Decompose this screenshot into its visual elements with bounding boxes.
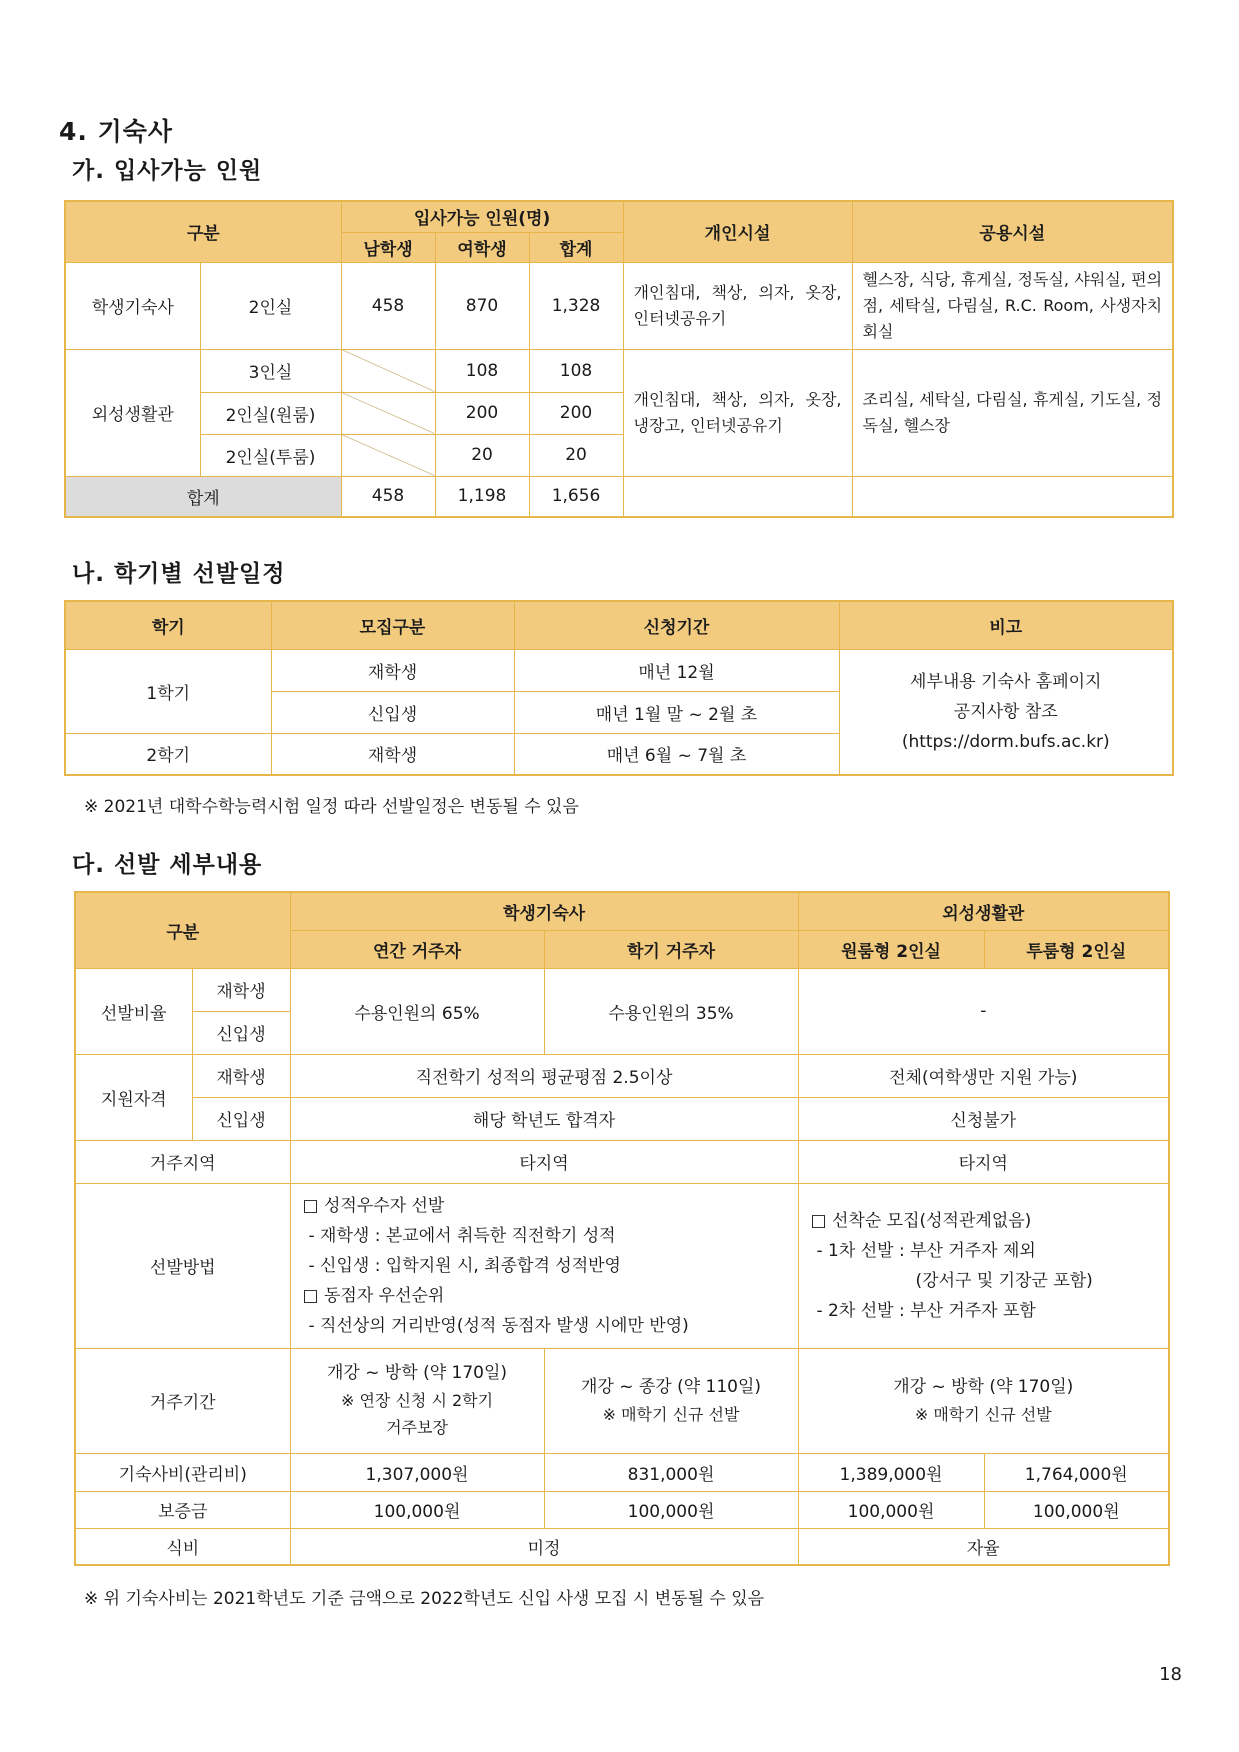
header-remark: 비고 bbox=[839, 601, 1173, 649]
qual-current-oesung: 전체(여학생만 지원 가능) bbox=[798, 1054, 1169, 1097]
room-type: 3인실 bbox=[200, 349, 341, 392]
selection-details-table bbox=[74, 891, 1170, 1566]
header-semester-resident: 학기 거주자 bbox=[544, 930, 798, 968]
method-dorm bbox=[290, 1183, 798, 1348]
dorm-name: 외성생활관 bbox=[65, 349, 200, 476]
room-type: 2인실(원룸) bbox=[200, 392, 341, 434]
capacity-table bbox=[64, 200, 1174, 518]
row-label-period: 거주기간 bbox=[75, 1348, 290, 1453]
sum-total: 1,656 bbox=[529, 476, 623, 517]
total-count: 108 bbox=[529, 349, 623, 392]
deposit-semester: 100,000원 bbox=[544, 1491, 798, 1528]
row-label-method: 선발방법 bbox=[75, 1183, 290, 1348]
row-label-region: 거주지역 bbox=[75, 1140, 290, 1183]
method-oesung bbox=[798, 1183, 1169, 1348]
qual-new-dorm: 해당 학년도 합격자 bbox=[290, 1097, 798, 1140]
header-recruit-type: 모집구분 bbox=[271, 601, 514, 649]
fee-tworoom: 1,764,000원 bbox=[984, 1453, 1169, 1491]
deposit-tworoom: 100,000원 bbox=[984, 1491, 1169, 1528]
homepage-link[interactable]: (https://dorm.bufs.ac.kr) bbox=[901, 731, 1110, 752]
empty-cell bbox=[623, 476, 852, 517]
sum-female: 1,198 bbox=[435, 476, 529, 517]
header-female: 여학생 bbox=[435, 232, 529, 262]
total-count: 1,328 bbox=[529, 262, 623, 349]
total-count: 200 bbox=[529, 392, 623, 434]
recruit-type: 신입생 bbox=[271, 691, 514, 733]
row-label-deposit: 보증금 bbox=[75, 1491, 290, 1528]
method-line: □ 선착순 모집(성적관계없음) bbox=[810, 1210, 1032, 1231]
method-line: - 직선상의 거리반영(성적 동점자 발생 시에만 반영) bbox=[308, 1315, 689, 1336]
meal-dorm: 미정 bbox=[290, 1528, 798, 1565]
header-gubun: 구분 bbox=[75, 892, 290, 968]
region-oesung: 타지역 bbox=[798, 1140, 1169, 1183]
period-line: 개강 ~ 종강 (약 110일) bbox=[580, 1376, 762, 1397]
method-line: □ 동점자 우선순위 bbox=[302, 1285, 445, 1306]
period-line: 거주보장 bbox=[386, 1418, 448, 1437]
empty-cell bbox=[852, 476, 1173, 517]
header-oesung: 외성생활관 bbox=[798, 892, 1169, 930]
method-line: - 재학생 : 본교에서 취득한 직전학기 성적 bbox=[308, 1225, 616, 1246]
female-count: 108 bbox=[435, 349, 529, 392]
header-male: 남학생 bbox=[341, 232, 435, 262]
sum-male: 458 bbox=[341, 476, 435, 517]
remark-line: 공지사항 참조 bbox=[953, 701, 1058, 722]
header-student-dorm: 학생기숙사 bbox=[290, 892, 798, 930]
total-count: 20 bbox=[529, 434, 623, 476]
header-tworoom: 투룸형 2인실 bbox=[984, 930, 1169, 968]
apply-period: 매년 12월 bbox=[514, 649, 839, 691]
ratio-annual: 수용인원의 65% bbox=[290, 968, 544, 1054]
schedule-table bbox=[64, 600, 1174, 776]
recruit-type: 재학생 bbox=[271, 733, 514, 775]
page-number: 18 bbox=[1159, 1664, 1182, 1685]
header-gubun: 구분 bbox=[65, 201, 341, 262]
method-line: □ 성적우수자 선발 bbox=[302, 1195, 445, 1216]
sum-label: 합계 bbox=[65, 476, 341, 517]
room-type: 2인실(투룸) bbox=[200, 434, 341, 476]
header-oneroom: 원룸형 2인실 bbox=[798, 930, 984, 968]
female-count: 870 bbox=[435, 262, 529, 349]
remark-cell bbox=[839, 649, 1173, 775]
fee-annual: 1,307,000원 bbox=[290, 1453, 544, 1491]
schedule-note: ※ 2021년 대학수학능력시험 일정 따라 선발일정은 변동될 수 있음 bbox=[84, 797, 579, 817]
row-label-qualification: 지원자격 bbox=[75, 1054, 192, 1140]
deposit-oneroom: 100,000원 bbox=[798, 1491, 984, 1528]
period-line: ※ 매학기 신규 선발 bbox=[602, 1404, 740, 1424]
method-line: - 1차 선발 : 부산 거주자 제외 bbox=[816, 1240, 1036, 1261]
header-shared-facilities: 공용시설 bbox=[852, 201, 1173, 262]
semester-cell: 2학기 bbox=[65, 733, 271, 775]
semester-cell: 1학기 bbox=[65, 649, 271, 733]
remark-line: 세부내용 기숙사 홈페이지 bbox=[910, 671, 1102, 692]
empty-diagonal-cell bbox=[341, 434, 435, 476]
apply-period: 매년 1월 말 ~ 2월 초 bbox=[514, 691, 839, 733]
period-line: 개강 ~ 방학 (약 170일) bbox=[326, 1363, 508, 1383]
header-semester: 학기 bbox=[65, 601, 271, 649]
shared-facilities: 조리실, 세탁실, 다림실, 휴게실, 기도실, 정독실, 헬스장 bbox=[852, 349, 1173, 476]
empty-diagonal-cell bbox=[341, 392, 435, 434]
method-line: - 신입생 : 입학지원 시, 최종합격 성적반영 bbox=[308, 1255, 621, 1276]
period-line: ※ 매학기 신규 선발 bbox=[914, 1404, 1052, 1424]
ratio-oesung: - bbox=[798, 968, 1169, 1054]
fee-semester: 831,000원 bbox=[544, 1453, 798, 1491]
period-line: 개강 ~ 방학 (약 170일) bbox=[893, 1376, 1074, 1397]
period-oesung bbox=[798, 1348, 1169, 1453]
period-semester bbox=[544, 1348, 798, 1453]
header-apply-period: 신청기간 bbox=[514, 601, 839, 649]
fee-oneroom: 1,389,000원 bbox=[798, 1453, 984, 1491]
recruit-type: 재학생 bbox=[271, 649, 514, 691]
sub-label-current: 재학생 bbox=[192, 968, 290, 1011]
room-type: 2인실 bbox=[200, 262, 341, 349]
male-count: 458 bbox=[341, 262, 435, 349]
female-count: 200 bbox=[435, 392, 529, 434]
female-count: 20 bbox=[435, 434, 529, 476]
meal-oesung: 자율 bbox=[798, 1528, 1169, 1565]
row-label-ratio: 선발비율 bbox=[75, 968, 192, 1054]
subsection-b-title: 나. 학기별 선발일정 bbox=[72, 561, 286, 587]
header-personal-facilities: 개인시설 bbox=[623, 201, 852, 262]
header-annual-resident: 연간 거주자 bbox=[290, 930, 544, 968]
sub-label-new: 신입생 bbox=[192, 1011, 290, 1054]
region-dorm: 타지역 bbox=[290, 1140, 798, 1183]
deposit-annual: 100,000원 bbox=[290, 1491, 544, 1528]
ratio-semester: 수용인원의 35% bbox=[544, 968, 798, 1054]
method-line: (강서구 및 기장군 포함) bbox=[915, 1270, 1093, 1291]
personal-facilities: 개인침대, 책상, 의자, 옷장, 냉장고, 인터넷공유기 bbox=[623, 349, 852, 476]
subsection-a-title: 가. 입사가능 인원 bbox=[72, 158, 263, 184]
period-line: ※ 연장 신청 시 2학기 bbox=[340, 1391, 494, 1410]
sub-label-current: 재학생 bbox=[192, 1054, 290, 1097]
section-title: 4. 기숙사 bbox=[59, 117, 174, 146]
period-annual bbox=[290, 1348, 544, 1453]
apply-period: 매년 6월 ~ 7월 초 bbox=[514, 733, 839, 775]
qual-new-oesung: 신청불가 bbox=[798, 1097, 1169, 1140]
method-line: - 2차 선발 : 부산 거주자 포함 bbox=[816, 1300, 1036, 1321]
personal-facilities: 개인침대, 책상, 의자, 옷장, 인터넷공유기 bbox=[623, 262, 852, 349]
empty-diagonal-cell bbox=[341, 349, 435, 392]
row-label-meal: 식비 bbox=[75, 1528, 290, 1565]
fee-note: ※ 위 기숙사비는 2021학년도 기준 금액으로 2022학년도 신입 사생 모집 시 변동될 수 있음 bbox=[84, 1589, 765, 1609]
subsection-c-title: 다. 선발 세부내용 bbox=[72, 852, 263, 878]
shared-facilities: 헬스장, 식당, 휴게실, 정독실, 샤워실, 편의점, 세탁실, 다림실, R.C. Room, 사생자치회실 bbox=[852, 262, 1173, 349]
row-label-fee: 기숙사비(관리비) bbox=[75, 1453, 290, 1491]
dorm-name: 학생기숙사 bbox=[65, 262, 200, 349]
sub-label-new: 신입생 bbox=[192, 1097, 290, 1140]
header-total: 합계 bbox=[529, 232, 623, 262]
qual-current-dorm: 직전학기 성적의 평균평점 2.5이상 bbox=[290, 1054, 798, 1097]
header-capacity: 입사가능 인원(명) bbox=[341, 201, 623, 232]
